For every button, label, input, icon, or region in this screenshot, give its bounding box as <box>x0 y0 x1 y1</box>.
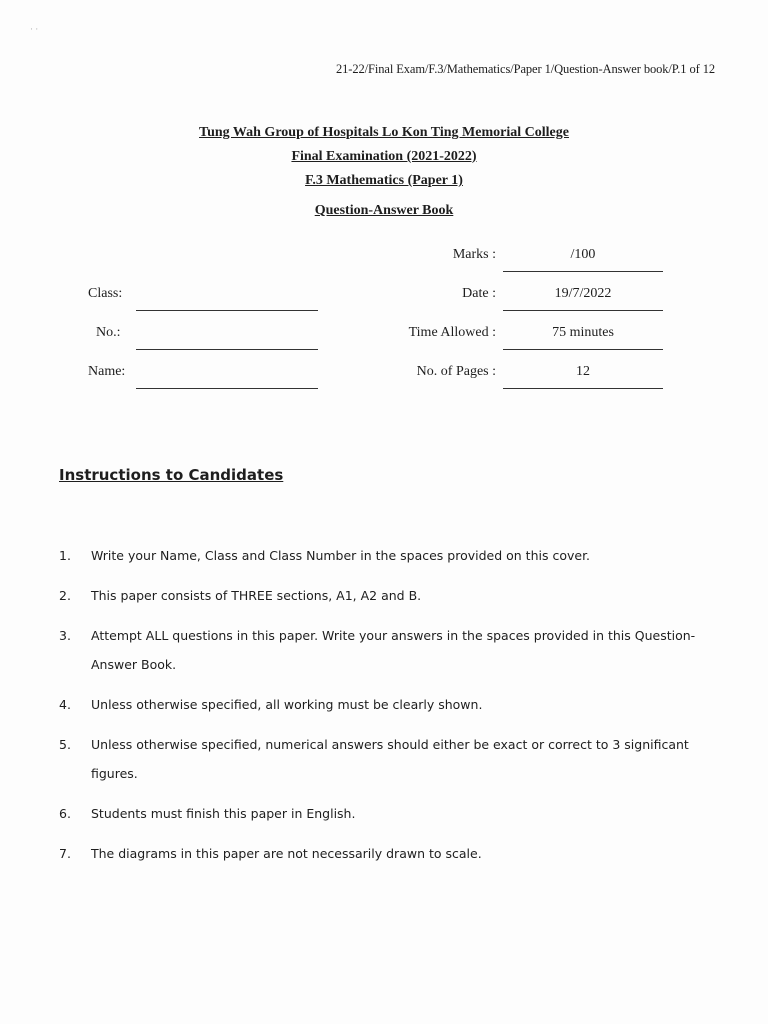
item-number: 2. <box>59 588 71 603</box>
item-text: The diagrams in this paper are not necessarily drawn to scale. <box>91 846 482 861</box>
number-label: No.: <box>96 325 121 340</box>
subject-title: F.3 Mathematics (Paper 1) <box>305 173 463 188</box>
item-number: 5. <box>59 737 71 752</box>
scan-specks: · · <box>30 24 39 34</box>
marks-line <box>503 271 663 272</box>
name-field[interactable] <box>136 388 318 389</box>
item-text: Unless otherwise specified, numerical answers should either be exact or correct to 3 significant figures. <box>91 737 689 781</box>
pages-value: 12 <box>576 364 590 379</box>
title-block <box>0 121 768 223</box>
item-text: Attempt ALL questions in this paper. Write your answers in the spaces provided in this Question-Answer Book. <box>91 628 696 672</box>
running-header: 21-22/Final Exam/F.3/Mathematics/Paper 1/Question-Answer book/P.1 of 12 <box>335 62 715 76</box>
item-number: 4. <box>59 697 71 712</box>
name-label: Name: <box>88 364 126 379</box>
date-label: Date : <box>462 286 496 301</box>
book-title: Question-Answer Book <box>314 203 454 218</box>
class-label: Class: <box>88 286 123 301</box>
pages-label: No. of Pages : <box>416 364 496 379</box>
item-text: This paper consists of THREE sections, A1, A2 and B. <box>91 588 422 603</box>
date-value: 19/7/2022 <box>554 286 612 301</box>
time-value: 75 minutes <box>552 325 614 340</box>
date-line <box>503 310 663 311</box>
item-number: 7. <box>59 846 71 861</box>
item-number: 3. <box>59 628 71 643</box>
exam-title: Final Examination (2021-2022) <box>291 149 477 164</box>
instructions-heading: Instructions to Candidates <box>59 466 284 484</box>
marks-value: /100 <box>570 247 596 262</box>
class-field[interactable] <box>136 310 318 311</box>
marks-label: Marks : <box>452 247 496 262</box>
item-number: 6. <box>59 806 71 821</box>
time-label: Time Allowed : <box>408 325 496 340</box>
number-field[interactable] <box>136 349 318 350</box>
item-text: Unless otherwise specified, all working must be clearly shown. <box>91 697 483 712</box>
item-text: Students must finish this paper in English. <box>91 806 356 821</box>
item-number: 1. <box>59 548 71 563</box>
pages-line <box>503 388 663 389</box>
school-name: Tung Wah Group of Hospitals Lo Kon Ting Memorial College <box>199 125 569 140</box>
time-line <box>503 349 663 350</box>
item-text: Write your Name, Class and Class Number in the spaces provided on this cover. <box>91 548 591 563</box>
